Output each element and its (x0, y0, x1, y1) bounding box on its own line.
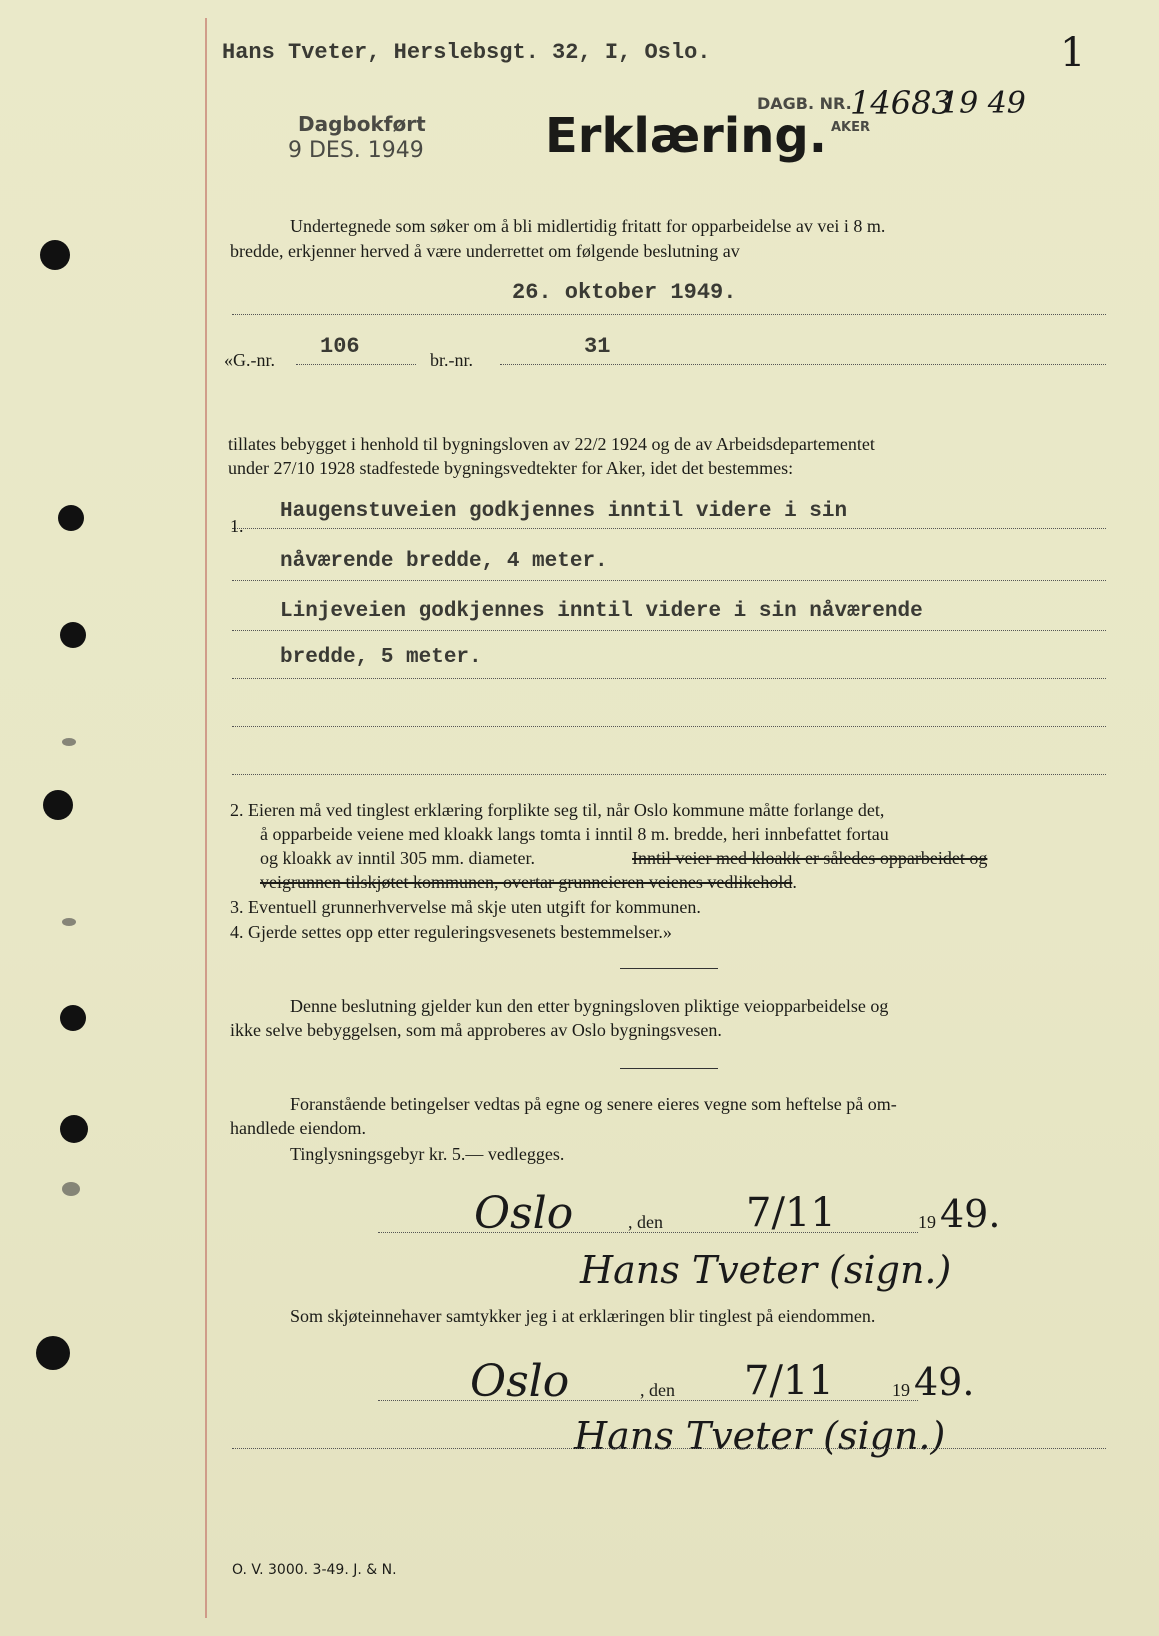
note-line-2: ikke selve bebyggelsen, som må approberes av Oslo bygningsvesen. (230, 1020, 722, 1040)
punch-hole (60, 622, 86, 648)
decision-date: 26. oktober 1949. (512, 280, 737, 305)
dagb-aker: AKER (831, 120, 871, 135)
condition-3: 3. Eventuell grunnerhvervelse må skje uten utgift for kommunen. (230, 897, 701, 917)
brnr-label: br.-nr. (430, 350, 473, 370)
condition-1-number: 1. (230, 516, 244, 536)
section-divider-2 (620, 1068, 718, 1069)
condition-1-rule-6 (232, 774, 1106, 775)
fee-line: Tinglysningsgebyr kr. 5.— vedlegges. (290, 1144, 565, 1164)
signature-2-underline (232, 1448, 1106, 1449)
punch-hole (58, 505, 84, 531)
note-line-1: Denne beslutning gjelder kun den etter bygningsloven pliktige veiopparbeidelse og (290, 996, 889, 1016)
section-divider-1 (620, 968, 718, 969)
signature-1-date: 7/11 (746, 1190, 836, 1236)
paper-speck (62, 918, 76, 926)
punch-hole (36, 1336, 70, 1370)
agreement-line-1: Foranstående betingelser vedtas på egne og senere eieres vegne som heftelse på om- (290, 1094, 897, 1114)
punch-hole (60, 1115, 88, 1143)
signature-2-line (378, 1400, 918, 1401)
condition-2-line-4 (260, 872, 797, 893)
form-footer-code: O. V. 3000. 3-49. J. & N. (232, 1562, 397, 1578)
condition-2-line-3a: og kloakk av inntil 305 mm. diameter. (260, 848, 535, 868)
condition-2-line-4a-struck: veigrunnen tilskjøtet kommunen, overtar grunneieren veienes vedlikehold (260, 872, 793, 892)
condition-2-line-4b: . (792, 872, 797, 892)
document-title: Erklæring. (545, 108, 828, 164)
condition-1-rule-3 (232, 630, 1106, 631)
signature-1-place: Oslo (474, 1188, 574, 1239)
signature-1-name: Hans Tveter (sign.) (580, 1248, 952, 1292)
dagb-label: DAGB. NR. (757, 94, 852, 113)
permit-line-1: tillates bebygget i henhold til bygningsloven av 22/2 1924 og de av Arbeidsdepartementet (228, 434, 875, 454)
condition-1-rule-4 (232, 678, 1106, 679)
signature-2-date: 7/11 (744, 1358, 834, 1404)
agreement-line-2: handlede eiendom. (230, 1118, 366, 1138)
intro-line-1: Undertegnede som søker om å bli midlertidig fritatt for opparbeidelse av vei i 8 m. (290, 216, 886, 236)
condition-1-rule-5 (232, 726, 1106, 727)
condition-1-rule-1 (232, 528, 1106, 529)
condition-1-line-3: Linjeveien godkjennes inntil videre i sin nåværende (280, 600, 923, 623)
condition-1-line-2: nåværende bredde, 4 meter. (280, 550, 608, 573)
signature-2-name: Hans Tveter (sign.) (574, 1414, 946, 1458)
dagb-year: 19 49 (940, 86, 1026, 121)
registry-stamp-date: 9 DES. 1949 (288, 138, 424, 163)
margin-rule (205, 18, 207, 1618)
signature-1-year-prefix: 19 (918, 1212, 936, 1232)
permit-line-2: under 27/10 1928 stadfestede bygningsvedtekter for Aker, idet det bestemmes: (228, 458, 794, 478)
consent-text: Som skjøteinnehaver samtykker jeg i at erklæringen blir tinglest på eiendommen. (290, 1306, 876, 1326)
signature-1-den: , den (628, 1212, 663, 1232)
condition-1-rule-2 (232, 580, 1106, 581)
signature-1-line (378, 1232, 918, 1233)
intro-line-2: bredde, erkjenner herved å være underrettet om følgende beslutning av (230, 241, 740, 261)
signature-2-year-suffix: 49. (914, 1360, 975, 1404)
punch-hole (40, 240, 70, 270)
gnr-value: 106 (320, 334, 360, 359)
sender-address: Hans Tveter, Herslebsgt. 32, I, Oslo. (222, 40, 711, 65)
dagb-number: 14683 (850, 84, 952, 122)
condition-1-line-1: Haugenstuveien godkjennes inntil videre i sin (280, 500, 848, 523)
page-number-mark: 1 (1060, 30, 1086, 76)
gnr-line (296, 364, 416, 365)
condition-4: 4. Gjerde settes opp etter reguleringsvesenets bestemmelser.» (230, 922, 672, 942)
punch-hole (60, 1005, 86, 1031)
gnr-label: «G.-nr. (224, 350, 275, 370)
signature-2-year-prefix: 19 (892, 1380, 910, 1400)
registry-stamp-label: Dagbokført (298, 112, 426, 136)
signature-2-den: , den (640, 1380, 675, 1400)
decision-date-line (232, 314, 1106, 315)
paper-speck (62, 738, 76, 746)
punch-hole (43, 790, 73, 820)
signature-1-year-suffix: 49. (940, 1192, 1001, 1236)
condition-2-line-2: å opparbeide veiene med kloakk langs tomta i inntil 8 m. bredde, heri innbefattet fortau (260, 824, 889, 844)
brnr-line (500, 364, 1106, 365)
paper-speck (62, 1182, 80, 1196)
condition-1-line-4: bredde, 5 meter. (280, 646, 482, 669)
brnr-value: 31 (584, 334, 611, 359)
signature-2-place: Oslo (470, 1356, 570, 1407)
condition-2-line-3b-struck: Inntil veier med kloakk er således opparbeidet og (632, 848, 988, 868)
condition-2-line-1: 2. Eieren må ved tinglest erklæring forplikte seg til, når Oslo kommune måtte forlange det, (230, 800, 885, 820)
